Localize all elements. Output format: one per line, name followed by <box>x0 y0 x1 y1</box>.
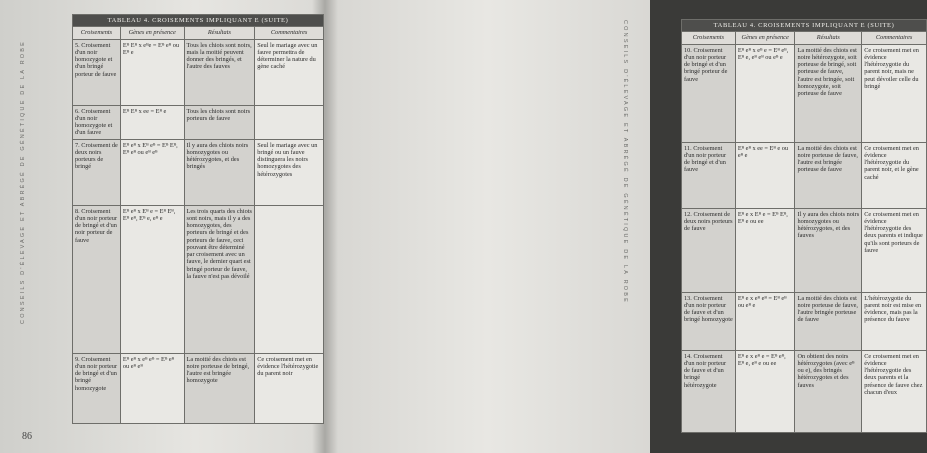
table-cell: 12. Croisement de deux noirs porteurs de fauve <box>682 208 736 292</box>
table-row <box>73 105 324 139</box>
table-cell: Eᴮ e x eᴮ eᴮ = Eᴮ eᴮ ou eᴮ e <box>735 292 795 350</box>
column-header: Croisements <box>682 32 736 44</box>
table-row <box>73 205 324 353</box>
table-cell: Il y aura des chiots noirs homozygotes ou hétérozygotes, et des bringés <box>184 139 255 205</box>
table-cell: Eᴮ eᴮ x eᴮ eᴮ = Eᴮ eᴮ ou eᴮ eᴮ <box>120 353 184 423</box>
table-cell: La moitié des chiots est noire hétérozygote, soit porteuse de bringé, soit porteuse de fauve, l'autre est bringée, soit homozygote, soit porteuse de fauve <box>795 44 862 142</box>
table-cell: Eᴮ eᴮ x ee = Eᴮ e ou eᴮ e <box>735 142 795 208</box>
table-cell: Eᴮ Eᴮ x eᴮe = Eᴮ eᴮ ou Eᴮ e <box>120 39 184 105</box>
table-cell: 7. Croisement de deux noirs porteurs de bringé <box>73 139 121 205</box>
table-cell: On obtient des noirs hétérozygotes (avec eᴮ ou e), des bringés hétérozygotes et des fauves <box>795 350 862 432</box>
table-row <box>73 39 324 105</box>
table-cell: Il y aura des chiots noirs homozygotes ou hétérozygotes, et des fauves <box>795 208 862 292</box>
table-title: TABLEAU 4. CROISEMENTS IMPLIQUANT E (SUITE) <box>73 15 324 27</box>
table-row <box>73 139 324 205</box>
column-header: Commentaires <box>255 27 324 39</box>
right-crossing-table <box>681 19 927 433</box>
column-header: Commentaires <box>862 32 927 44</box>
table-cell: Ce croisement met en évidence l'hétérozygotie des deux parents et la présence de fauve chez chacun d'eux <box>862 350 927 432</box>
table-cell: La moitié des chiots est noire porteuse de bringé, l'autre est bringée homozygote <box>184 353 255 423</box>
table-row <box>682 142 927 208</box>
table-cell: Ce croisement met en évidence l'hétérozygotie du parent noir, mais ne peut dévoiler celle du bringé <box>862 44 927 142</box>
column-header: Résultats <box>184 27 255 39</box>
table-cell: Seul le mariage avec un fauve permettra de déterminer la nature du gène caché <box>255 39 324 105</box>
table-cell: Ce croisement met en évidence l'hétérozygotie des deux parents et indique qu'ils sont porteurs de fauve <box>862 208 927 292</box>
table-cell <box>255 205 324 353</box>
column-header: Gènes en présence <box>120 27 184 39</box>
table-cell <box>255 105 324 139</box>
table-cell: 8. Croisement d'un noir porteur de bringé et d'un noir porteur de fauve <box>73 205 121 353</box>
table-cell: Tous les chiots sont noirs porteurs de fauve <box>184 105 255 139</box>
left-crossing-table <box>72 14 324 424</box>
table-cell: 11. Croisement d'un noir porteur de bringé et d'un fauve <box>682 142 736 208</box>
table-cell: 9. Croisement d'un noir porteur de bringé et d'un bringé homozygote <box>73 353 121 423</box>
table-cell: Eᴮ eᴮ x Eᴮ eᴮ = Eᴮ Eᴮ, Eᴮ eᴮ ou eᴮ eᴮ <box>120 139 184 205</box>
table-cell: L'hétérozygotie du parent noir est mise en évidence, mais pas la présence du fauve <box>862 292 927 350</box>
right-page <box>325 0 923 453</box>
left-running-head: CONSEILS D'ÉLEVAGE ET ABRÉGÉ DE GÉNÉTIQUE DE LA ROBE <box>20 40 26 324</box>
table-cell: 5. Croisement d'un noir homozygote et d'un bringé porteur de fauve <box>73 39 121 105</box>
column-header: Croisements <box>73 27 121 39</box>
table-row <box>682 208 927 292</box>
left-page <box>0 0 325 453</box>
column-header: Gènes en présence <box>735 32 795 44</box>
table-row <box>682 44 927 142</box>
table-cell: La moitié des chiots est noire porteuse de fauve, l'autre est bringée porteuse de fauve <box>795 142 862 208</box>
table-row <box>682 292 927 350</box>
table-row <box>73 353 324 423</box>
table-cell: Eᴮ eᴮ x Eᴮ e = Eᴮ Eᴮ, Eᴮ eᴮ, Eᴮ e, eᴮ e <box>120 205 184 353</box>
column-header: Résultats <box>795 32 862 44</box>
table-title: TABLEAU 4. CROISEMENTS IMPLIQUANT E (SUITE) <box>682 20 927 32</box>
table-cell: Eᴮ eᴮ x eᴮ e = Eᴮ eᴮ, Eᴮ e, eᴮ eᴮ ou eᴮ e <box>735 44 795 142</box>
table-row <box>682 350 927 432</box>
table-cell: Ce croisement met en évidence l'hétérozygotie du parent noir, et le gène caché <box>862 142 927 208</box>
table-cell: Eᴮ Eᴮ x ee = Eᴮ e <box>120 105 184 139</box>
right-running-head: CONSEILS D'ÉLEVAGE ET ABRÉGÉ DE GÉNÉTIQUE DE LA ROBE <box>622 20 628 304</box>
table-cell: 6. Croisement d'un noir homozygote et d'un fauve <box>73 105 121 139</box>
table-cell: Eᴮ e x Eᴮ e = Eᴮ Eᴮ, Eᴮ e ou ee <box>735 208 795 292</box>
table-cell: 14. Croisement d'un noir porteur de fauve et d'un bringé hétérozygote <box>682 350 736 432</box>
table-cell: Seul le mariage avec un bringé ou un fauve distinguera les noirs homozygotes des hétérozygotes <box>255 139 324 205</box>
table-cell: 13. Croisement d'un noir porteur de fauve et d'un bringé homozygote <box>682 292 736 350</box>
table-cell: Ce croisement met en évidence l'hétérozygotie du parent noir <box>255 353 324 423</box>
table-cell: 10. Croisement d'un noir porteur de bringé et d'un bringé porteur de fauve <box>682 44 736 142</box>
table-cell: La moitié des chiots est noire porteuse de fauve, l'autre bringée porteuse de fauve <box>795 292 862 350</box>
table-cell: Les trois quarts des chiots sont noirs, mais il y a des homozygotes, des porteurs de bringé et des porteurs de fauve, ceci pouvant être déterminé par croisement avec un fauve, le dernier quart est bringé porteur de fauve, la fauve n'est pas dévoilé <box>184 205 255 353</box>
table-cell: Tous les chiots sont noirs, mais la moitié peuvent donner des bringés, et l'autre des fauves <box>184 39 255 105</box>
page-number: 86 <box>22 431 32 442</box>
table-cell: Eᴮ e x eᴮ e = Eᴮ eᴮ, Eᴮ e, eᴮ e ou ee <box>735 350 795 432</box>
